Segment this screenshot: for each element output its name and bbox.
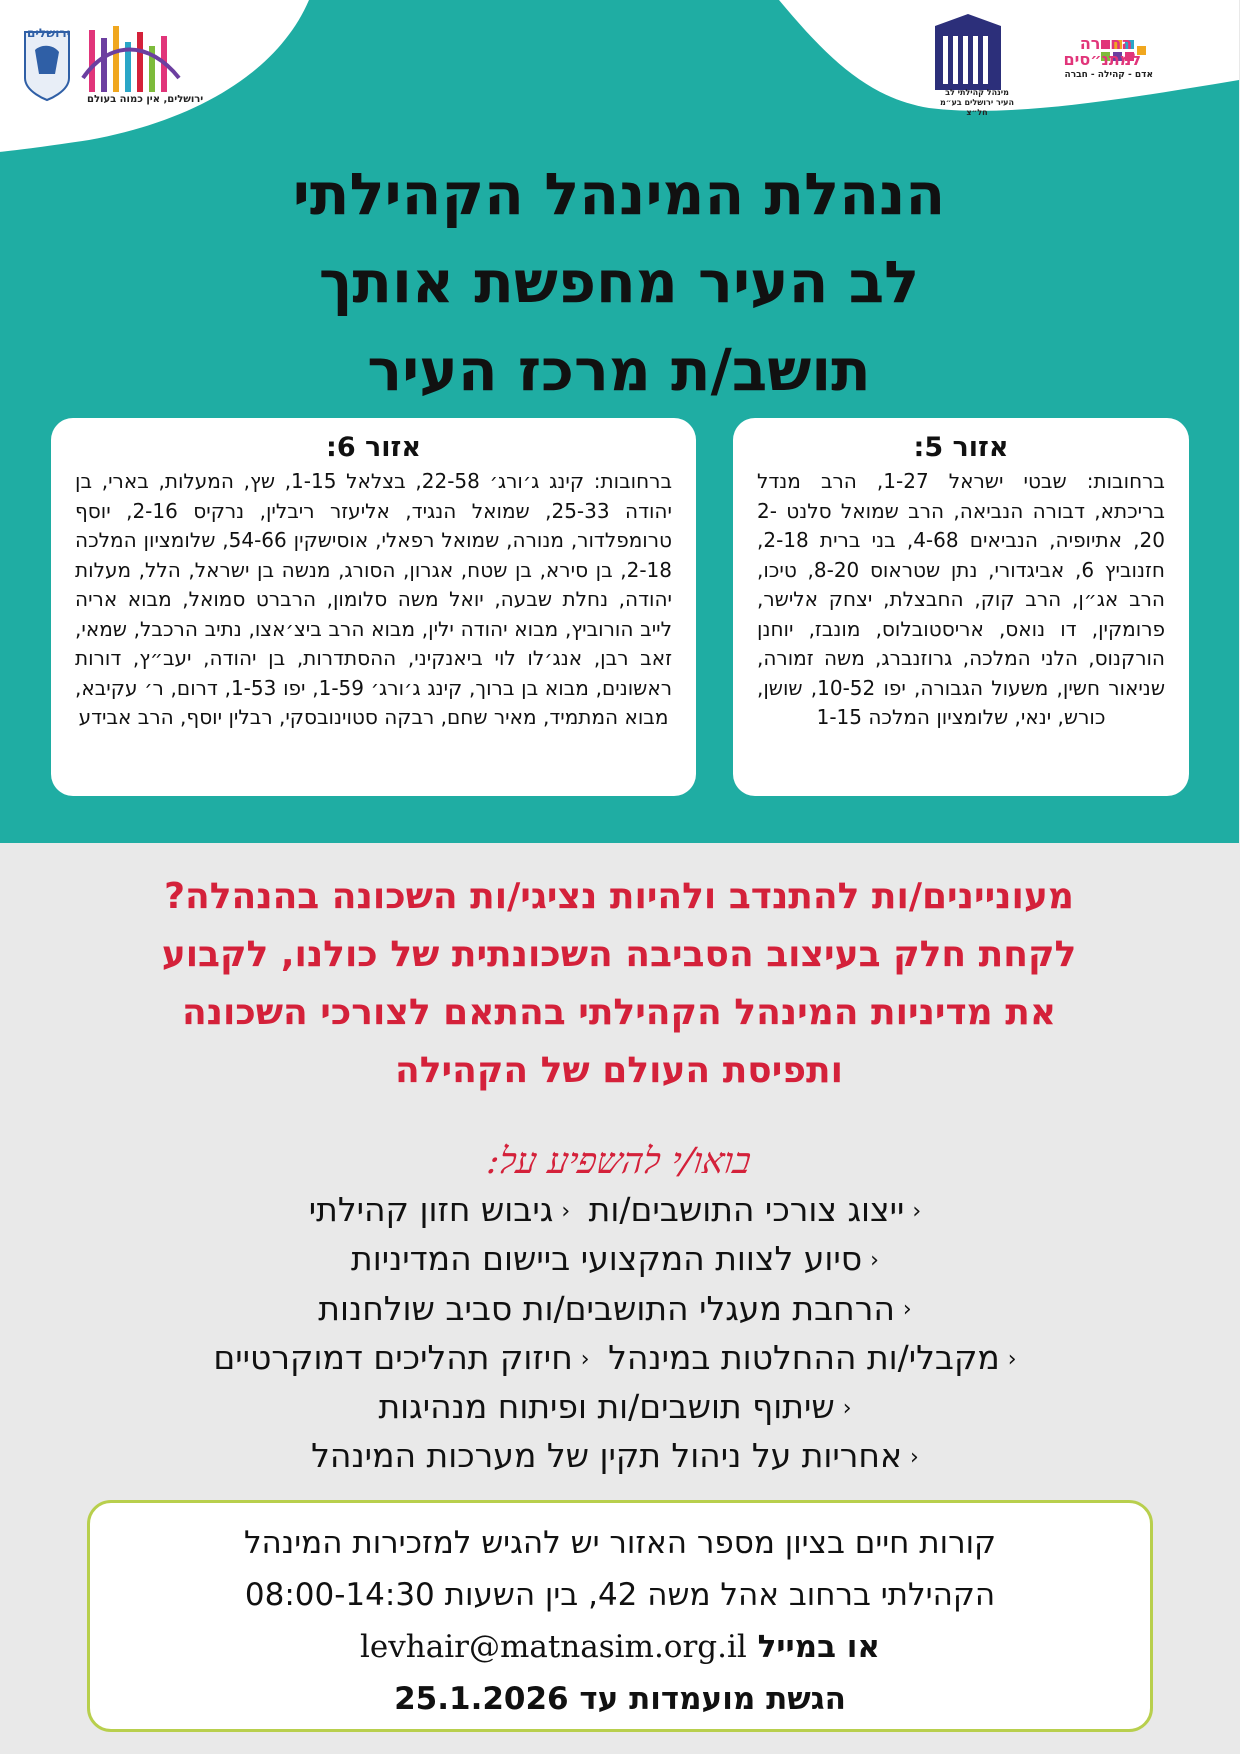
- bullet-item: אחריות על ניהול תקין של מערכות המינהל: [312, 1436, 904, 1476]
- chevron-left-icon: ‹: [843, 1395, 853, 1421]
- bullet-item: הרחבת מעגלי התושבים/ות סביב שולחנות: [319, 1288, 896, 1328]
- chevron-left-icon: ‹: [903, 1297, 913, 1323]
- bullet-item: סיוע לצוות המקצועי ביישום המדיניות: [352, 1239, 864, 1279]
- chevron-left-icon: ‹: [913, 1198, 923, 1224]
- submission-email-prefix: או במייל: [758, 1629, 881, 1665]
- bullet-row-1: [60, 1186, 1180, 1235]
- zone-5-streets: ברחובות: שבטי ישראל 1-27, הרב מנדל בריכתא, דבורה הנביאה, הרב שמואל סלנט 2-20, אתיופיה, הנביאים 4-68, בני ברית 2-18, חזנוביץ 6, אביגדורי, נתן שטראוס 8-20, טיכו, הרב אג״ן, הרב קוק, החבצלת, יצחק אלישר, פרומקין, דו נואס, אריסטובלוס, מונבז, יוחנן הורקנוס, הלני המלכה, גרוזנברג, משה זמורה, שניאור חשין, משעול הגבורה, יפו 10-52, שושן, כורש, ינאי, שלומציון המלכה 1-15: [758, 469, 1167, 729]
- bullet-row-2: [60, 1235, 1180, 1284]
- matnasim-logo-text: החברה למתנ״סים: [1064, 34, 1142, 69]
- submission-email-link[interactable]: levhair@matnasim.org.il: [361, 1629, 748, 1665]
- zone-6-title: אזור 6:: [327, 432, 422, 463]
- chevron-left-icon: ‹: [581, 1346, 591, 1372]
- influence-heading: בואו/י להשפיע על:: [485, 1141, 755, 1182]
- chevron-left-icon: ‹: [871, 1248, 880, 1273]
- bullet-item: שיתוף תושבים/ות ופיתוח מנהיגות: [379, 1387, 836, 1426]
- jerusalem-emblem-label: ירושלים: [28, 26, 72, 40]
- zone-5-card: [734, 418, 1190, 796]
- chevron-left-icon: ‹: [1008, 1346, 1018, 1372]
- bullet-row-5: [60, 1383, 1180, 1432]
- bullet-item: מקבלי/ות ההחלטות במינהל: [609, 1337, 1001, 1377]
- zone-6-card: [52, 418, 697, 796]
- call-line-3: את מדיניות המינהל הקהילתי בהתאם לצורכי השכונה: [182, 992, 1058, 1033]
- zone-6-streets: ברחובות: קינג ג׳ורג׳ 22-58, בצלאל 1-15, שץ, המעלות, בארי, בן יהודה 25-33, שמואל הנגיד, אליעזר ריבלין, נרקיס 2-16, יוסף טרומפלדור, מנורה, שמואל רפאלי, אוסישקין 54-66, שלומציון המלכה 2-18, בן סירא, בן שטח, אגרון, הסורג, מנשה בן ישראל, הלל, מעלות יהודה, נחלת שבעה, יואל משה סלומון, הרברט סמואל, מבוא אריה לייב הורוביץ, מבוא יהודה ילין, מבוא הרב ביצ׳אצו, נתיב הרכבל, שמאי, זאב רבן, אנג׳לו לוי ביאנקיני, ההסתדרות, בן יהודה, יעב״ץ, דורות ראשונים, מבוא בן ברוך, קינג ג׳ורג׳ 1-59, יפו 1-53, דרום, ר׳ עקיבא, מבוא המתמיד, מאיר שחם, רבקה סטוינובסקי, רבלין יוסף, הרב אבידע: [76, 469, 674, 729]
- call-line-4: ותפיסת העולם של הקהילה: [396, 1050, 844, 1091]
- call-line-1: מעוניינים/ות להתנדב ולהיות נציגי/ות השכונה בהנהלה?: [165, 876, 1075, 917]
- jerusalem-tagline: ירושלים, אין כמוה בעולם: [88, 94, 205, 105]
- minhal-logo-caption: מינהל קהילתי לב העיר ירושלים בע״מ חל״צ: [941, 88, 1015, 117]
- bullet-row-4: [60, 1334, 1180, 1383]
- submission-info-box: [88, 1500, 1154, 1732]
- bullet-item: גיבוש חזון קהילתי: [309, 1190, 555, 1229]
- bullet-row-3: [60, 1285, 1180, 1334]
- bullet-item: ייצוג צורכי התושבים/ות: [589, 1190, 906, 1229]
- submission-line-1: קורות חיים בציון מספר האזור יש להגיש למזכירות המינהל: [244, 1525, 998, 1561]
- main-headline: [0, 150, 1240, 414]
- zone-5-title: אזור 5:: [914, 432, 1010, 463]
- volunteer-call-to-action: [60, 868, 1180, 1100]
- matnasim-logo-subtitle: אדם - קהילה - חברה: [1065, 70, 1154, 80]
- influence-list: [60, 1186, 1180, 1482]
- headline-line-1: הנהלת המינהל הקהילתי: [293, 160, 947, 228]
- submission-line-2: הקהילתי ברחוב אהל משה 42, בין השעות 08:00-14:30: [245, 1577, 997, 1613]
- chevron-left-icon: ‹: [911, 1445, 920, 1470]
- submission-line-3: [91, 1621, 1151, 1673]
- bullet-item: חיזוק תהליכים דמוקרטיים: [214, 1337, 574, 1377]
- call-line-2: לקחת חלק בעיצוב הסביבה השכונתית של כולנו, לקבוע: [162, 934, 1078, 975]
- chevron-left-icon: ‹: [562, 1198, 572, 1224]
- header-teal-section: [0, 0, 1240, 843]
- bullet-row-6: [60, 1432, 1180, 1481]
- headline-line-3: תושב/ת מרכז העיר: [368, 336, 872, 404]
- submission-deadline: הגשת מועמדות עד 25.1.2026: [395, 1681, 847, 1717]
- headline-line-2: לב העיר מחפשת אותך: [319, 248, 921, 316]
